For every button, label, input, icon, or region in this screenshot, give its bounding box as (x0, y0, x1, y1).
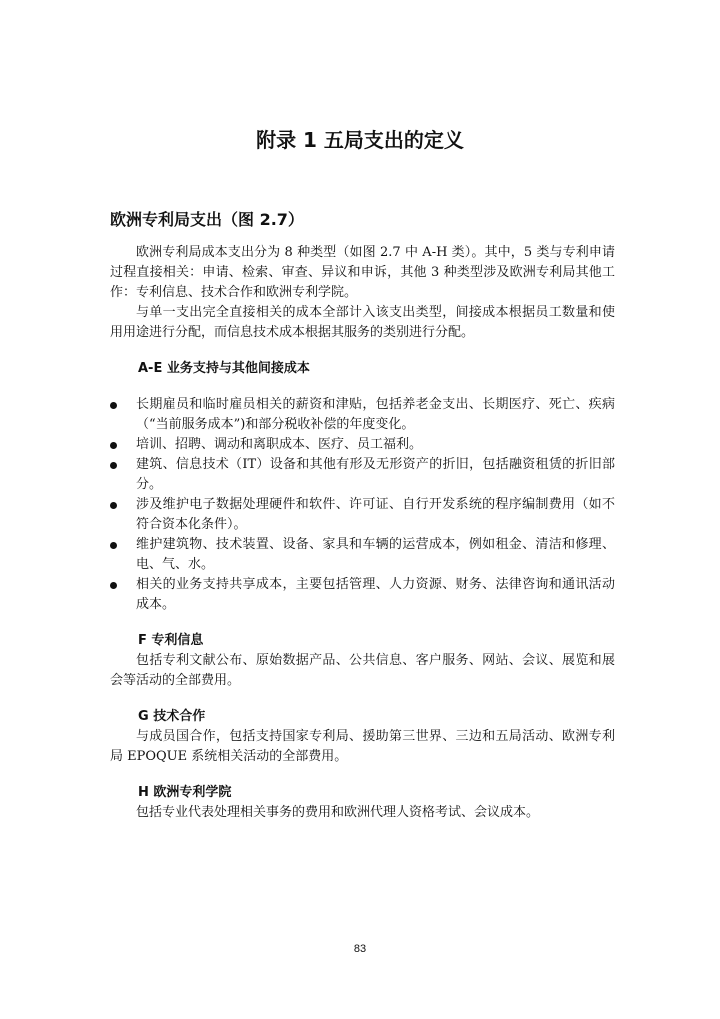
intro-paragraph-2: 与单一支出完全直接相关的成本全部计入该支出类型，间接成本根据员工数量和使用用途进行分配，而信息技术成本根据其服务的类别进行分配。 (110, 305, 615, 340)
bullet-icon (110, 502, 117, 509)
bullet-icon (110, 442, 117, 449)
bullet-icon (110, 582, 117, 589)
list-item-text: 培训、招聘、调动和离职成本、医疗、员工福利。 (136, 437, 423, 452)
bullet-icon (110, 542, 117, 549)
paragraph-g: 与成员国合作，包括支持国家专利局、援助第三世界、三边和五局活动、欧洲专利局 EPOQUE 系统相关活动的全部费用。 (110, 729, 615, 764)
section-heading: 欧洲专利局支出（图 2.7） (110, 210, 304, 229)
list-item-text: 涉及维护电子数据处理硬件和软件、许可证、自行开发系统的程序编制费用（如不符合资本化条件）。 (136, 497, 615, 532)
section-body (110, 243, 615, 823)
list-item (110, 435, 615, 455)
list-item (110, 495, 615, 535)
list-item-text: 维护建筑物、技术装置、设备、家具和车辆的运营成本，例如租金、清洁和修理、电、气、水。 (136, 537, 615, 572)
bullet-icon (110, 402, 117, 409)
list-item-text: 相关的业务支持共享成本，主要包括管理、人力资源、财务、法律咨询和通讯活动成本。 (136, 577, 615, 612)
list-item (110, 395, 615, 435)
list-item (110, 575, 615, 615)
subheading-h: H 欧洲专利学院 (138, 785, 232, 800)
subheading-g: G 技术合作 (138, 709, 206, 724)
list-item (110, 535, 615, 575)
paragraph-h: 包括专业代表处理相关事务的费用和欧洲代理人资格考试、会议成本。 (136, 805, 540, 820)
page-number: 83 (353, 943, 367, 955)
list-item (110, 455, 615, 495)
list-item-text: 建筑、信息技术（IT）设备和其他有形及无形资产的折旧，包括融资租赁的折旧部分。 (136, 457, 615, 492)
subheading-f: F 专利信息 (138, 633, 204, 648)
subheading-a-e: A-E 业务支持与其他间接成本 (138, 361, 310, 376)
cost-bullet-list (110, 395, 615, 615)
list-item-text: 长期雇员和临时雇员相关的薪资和津贴，包括养老金支出、长期医疗、死亡、疾病（“当前服务成本”)和部分税收补偿的年度变化。 (136, 397, 615, 432)
bullet-icon (110, 462, 117, 469)
intro-paragraph-1: 欧洲专利局成本支出分为 8 种类型（如图 2.7 中 A-H 类）。其中，5 类与专利申请过程直接相关：申请、检索、审查、异议和申诉，其他 3 种类型涉及欧洲专利局其他工作：专利信息、技术合作和欧洲专利学院。 (110, 245, 615, 300)
page-title: 附录 1 五局支出的定义 (256, 128, 464, 152)
paragraph-f: 包括专利文献公布、原始数据产品、公共信息、客户服务、网站、会议、展览和展会等活动的全部费用。 (110, 653, 615, 688)
